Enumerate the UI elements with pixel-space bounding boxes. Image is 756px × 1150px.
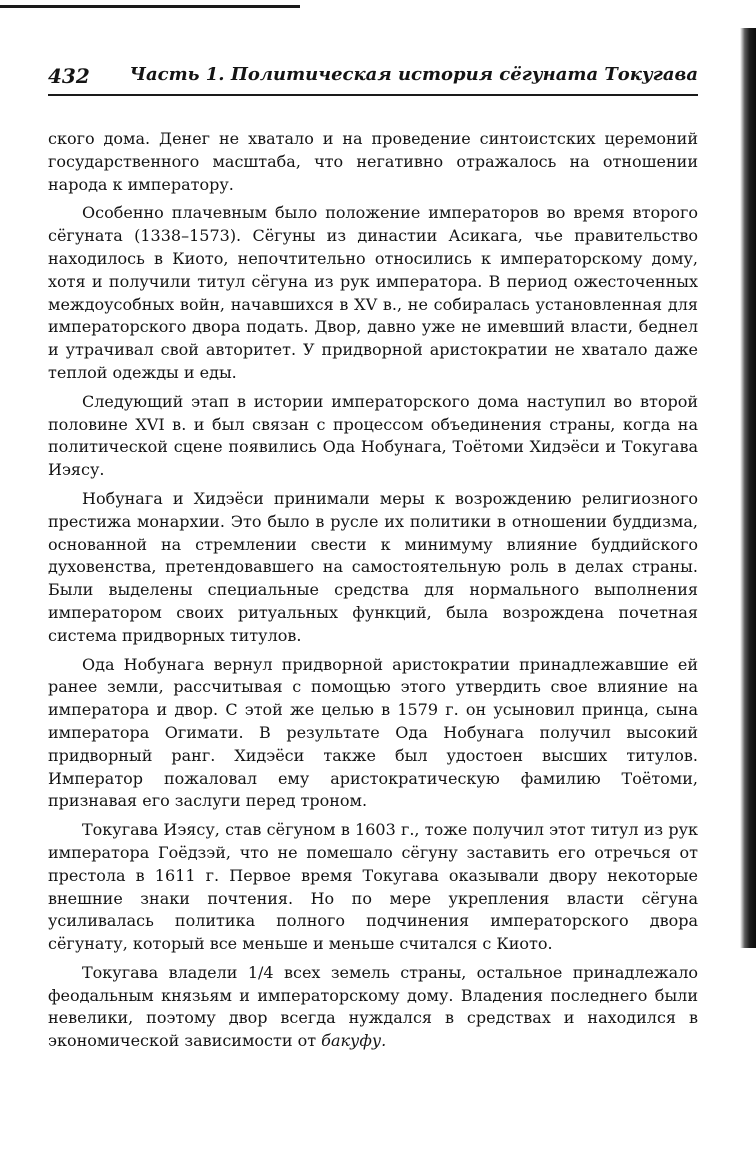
italic-term: бакуфу. [321,1031,387,1051]
paragraph: Следующий этап в истории императорского дома наступил во второй половине XVI в. и был связан с процессом объединения страны, когда на политической сцене появились Ода Нобунага, Тоётоми Хидэёси и Токугава Иэясу. [48,391,698,480]
paragraph-last-text: Токугава владели 1/4 всех земель страны, остальное принадлежало феодальным князьям и императорскому дому. Владения последнего были невелики, поэтому двор всегда нуждался в средствах и находился в экономической зависимости от [48,962,698,1051]
book-spine-shadow [740,28,756,948]
body-text [48,128,698,1059]
top-rule [0,5,300,8]
paragraph-last [48,962,698,1053]
page-header [48,60,698,96]
paragraph: Нобунага и Хидэёси принимали меры к возрождению религиозного престижа монархии. Это было в русле их политики в отношении буддизма, основанной на стремлении свести к минимуму влияние буддийского духовенства, претендовавшего на самостоятельную роль в делах страны. Были выделены специальные средства для нормального выполнения императором своих ритуальных функций, была возрождена почетная система придворных титулов. [48,488,698,645]
paragraph: Ода Нобунага вернул придворной аристократии принадлежавшие ей ранее земли, рассчитывая с помощью этого утвердить свое влияние на императора и двор. С этой же целью в 1579 г. он усыновил принца, сына императора Огимати. В результате Ода Нобунага получил высокий придворный ранг. Хидэёси также был удостоен высших титулов. Император пожаловал ему аристократическую фамилию Тоётоми, признавая его заслуги перед троном. [48,654,698,811]
paragraph: Токугава Иэясу, став сёгуном в 1603 г., тоже получил этот титул из рук императора Гоёдзэй, что не помешало сёгуну заставить его отречься от престола в 1611 г. Первое время Токугава оказывали двору некоторые внешние знаки почтения. Но по мере укрепления власти сёгуна усиливалась политика полного подчинения императорского двора сёгунату, который все меньше и меньше считался с Киото. [48,820,698,954]
paragraph-continued: ского дома. Денег не хватало и на проведение синтоистских церемоний государственного масштаба, что негативно отражалось на отношении народа к императору. [48,129,698,194]
paragraph: Особенно плачевным было положение императоров во время второго сёгуната (1338–1573). Сёгуны из династии Асикага, чье правительство находилось в Киото, непочтительно относились к императорскому дому, хотя и получили титул сёгуна из рук императора. В период ожесточенных междоусобных войн, начавшихся в XV в., не собиралась установленная для императорского двора подать. Двор, давно уже не имевший власти, беднел и утрачивал свой авторитет. У придворной аристократии не хватало даже теплой одежды и еды. [48,203,698,382]
page-number: 432 [48,64,90,88]
running-title: Часть 1. Политическая история сёгуната Токугава [129,64,698,85]
